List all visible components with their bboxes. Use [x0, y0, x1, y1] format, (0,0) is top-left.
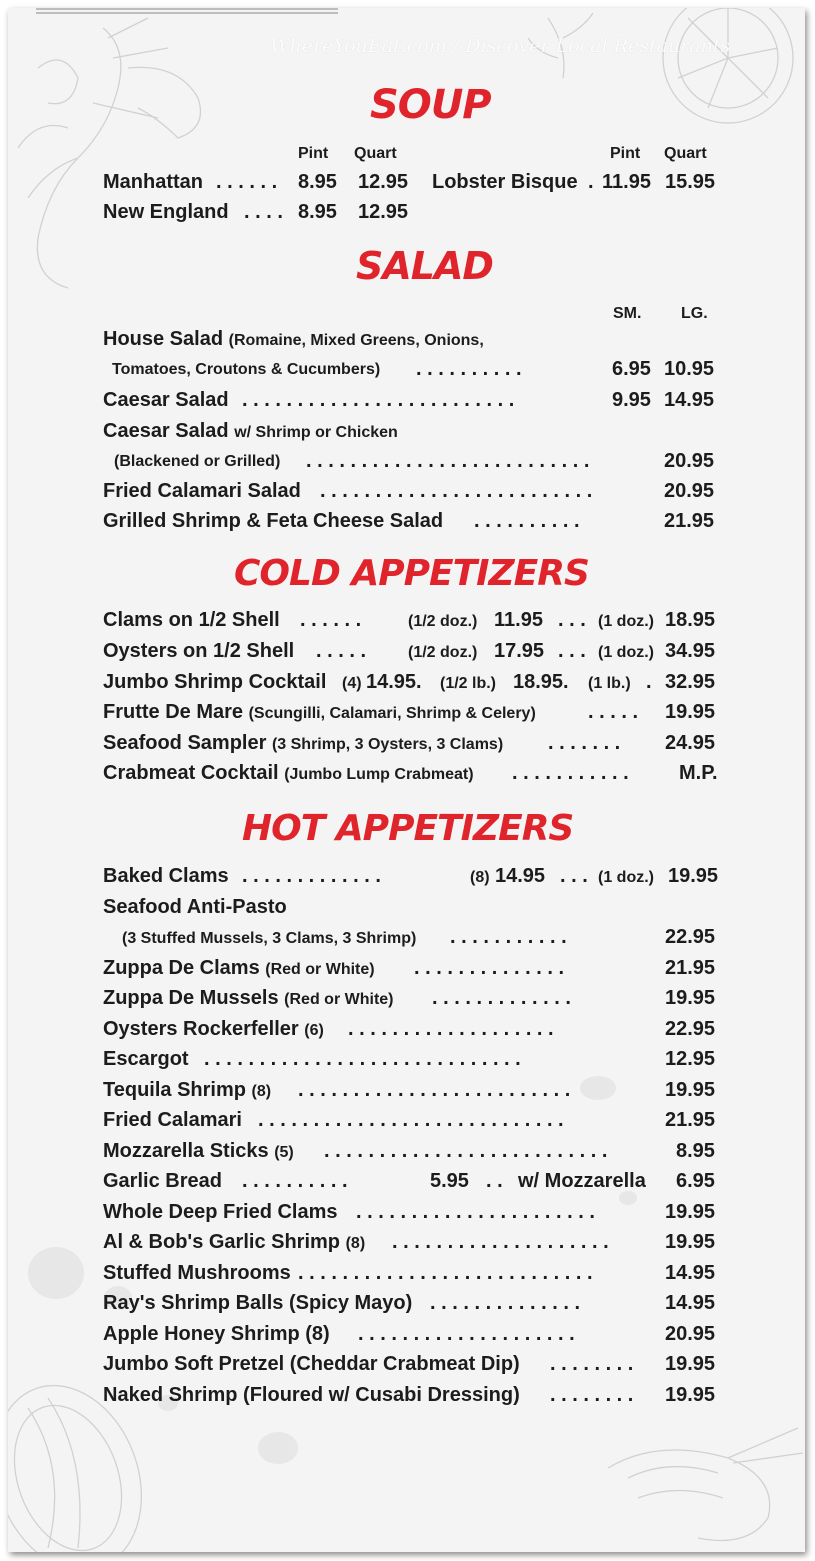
item-dots: . . . . . . . . . . . . . . . . . . . . . . . . . .: [306, 450, 590, 472]
item-dots: . . . . . . . . . . . . . . . . . . . .: [392, 1231, 609, 1253]
item-price-quart: 12.95: [358, 171, 409, 193]
item-dots: . . . . . . . . . . . . . . . . . . . . . . . . . . . .: [258, 1109, 564, 1131]
item-price: 18.95.: [513, 671, 569, 693]
item-price: 19.95: [665, 701, 716, 723]
item-dots: . . . . . . . . . .: [474, 510, 580, 532]
item-name: Seafood Sampler (3 Shrimp, 3 Oysters, 3 Clams): [103, 732, 504, 754]
item-name: Apple Honey Shrimp (8): [103, 1323, 330, 1345]
item-desc: Tomatoes, Croutons & Cucumbers): [112, 361, 381, 378]
heading-hot-appetizers: HOT APPETIZERS: [242, 808, 574, 849]
item-name: Oysters on 1/2 Shell: [103, 640, 295, 662]
item-name: New England: [103, 201, 229, 223]
item-qty: (1 lb.): [588, 675, 631, 692]
item-dots: . .: [486, 1170, 503, 1192]
item-dots: . . . . . . . . . . . . . . . . . . . . . .: [356, 1201, 595, 1223]
item-desc: (3 Stuffed Mussels, 3 Clams, 3 Shrimp): [122, 930, 417, 947]
item-price: 19.95: [668, 865, 719, 887]
item-price: 20.95: [664, 480, 715, 502]
top-rule: [36, 8, 338, 14]
item-price: 32.95: [665, 671, 716, 693]
soup-col-pint-2: Pint: [610, 145, 641, 162]
item-price-quart: 12.95: [358, 201, 409, 223]
item-name: Zuppa De Mussels (Red or White): [103, 987, 394, 1009]
item-name: Oysters Rockerfeller (6): [103, 1018, 324, 1040]
item-price: 19.95: [665, 1201, 716, 1223]
item-name: Jumbo Shrimp Cocktail: [103, 671, 327, 693]
soup-col-pint: Pint: [298, 145, 329, 162]
item-qty: (1/2 lb.): [440, 675, 497, 692]
item-dots: . . . . . . . . . . .: [450, 926, 567, 948]
item-price: 21.95: [665, 957, 716, 979]
item-dots: . . . . . . . . . . . . .: [242, 865, 381, 887]
item-qty: (1 doz.): [598, 869, 654, 886]
item-price-quart: 15.95: [665, 171, 716, 193]
watermark-text: WhereYouEat.com / Discover Local Restaurants: [270, 35, 731, 57]
item-price: 20.95: [664, 450, 715, 472]
item-dots: . . . . . . . . . . . . . . . . . . . . . . . . . . . . .: [204, 1048, 521, 1070]
item-label: w/ Mozzarella: [518, 1170, 646, 1192]
soup-col-quart-2: Quart: [664, 145, 707, 162]
item-price: 21.95: [664, 510, 715, 532]
item-price-lg: 10.95: [664, 358, 715, 380]
item-dots: . . . . . . . . . . . . . . . . . . . .: [358, 1323, 575, 1345]
item-price: 19.95: [665, 1353, 716, 1375]
item-price: 24.95: [665, 732, 716, 754]
item-name: Manhattan: [103, 171, 203, 193]
item-dots: . . . . . . . . . .: [242, 1170, 348, 1192]
item-name: Baked Clams: [103, 865, 229, 887]
item-name: Fried Calamari: [103, 1109, 242, 1131]
item-price: 14.95: [665, 1292, 716, 1314]
item-name: Fried Calamari Salad: [103, 480, 301, 502]
item-name: Zuppa De Clams (Red or White): [103, 957, 375, 979]
item-dots: . . .: [558, 640, 586, 662]
item-name: Stuffed Mushrooms: [103, 1262, 291, 1284]
item-dots: . . . . . . . . . . . . . . . . . . . . . . . . . .: [324, 1140, 608, 1162]
item-name: Clams on 1/2 Shell: [103, 609, 280, 631]
soup-col-quart: Quart: [354, 145, 397, 162]
item-price: 12.95: [665, 1048, 716, 1070]
item-price: 5.95: [430, 1170, 469, 1192]
item-price-pint: 8.95: [298, 201, 337, 223]
item-dots: . . .: [560, 865, 588, 887]
item-dots: . . . . . . .: [548, 732, 621, 754]
item-name: Crabmeat Cocktail (Jumbo Lump Crabmeat): [103, 762, 474, 784]
item-price: 20.95: [665, 1323, 716, 1345]
item-dots: . . . . . . . . . . . . . . . . . . . . . . . . .: [298, 1079, 571, 1101]
item-dots: . . . . . . . . . . . . . . . . . . . . . . . . .: [242, 389, 515, 411]
item-dots: .: [588, 171, 594, 193]
item-name: Tequila Shrimp (8): [103, 1079, 272, 1101]
item-price: 17.95: [494, 640, 545, 662]
item-dots: . . . . .: [316, 640, 367, 662]
item-price: 11.95: [494, 609, 543, 631]
item-price-sm: 9.95: [612, 389, 651, 411]
item-dots: . . . . .: [588, 701, 639, 723]
item-name: Frutte De Mare (Scungilli, Calamari, Shrimp & Celery): [103, 701, 536, 723]
item-dots: . . . . . . . . . . . . .: [432, 987, 571, 1009]
item-name: Caesar Salad: [103, 389, 229, 411]
item-price: 34.95: [665, 640, 716, 662]
salad-col-lg: LG.: [681, 305, 708, 322]
item-price-lg: 14.95: [664, 389, 715, 411]
item-price: 22.95: [665, 1018, 716, 1040]
item-qty: (4): [342, 675, 362, 692]
item-price-sm: 6.95: [612, 358, 651, 380]
item-dots: . . . . . . . . . . .: [512, 762, 629, 784]
item-price: 6.95: [676, 1170, 715, 1192]
item-name: Mozzarella Sticks (5): [103, 1140, 294, 1162]
item-dots: . . . . . .: [300, 609, 362, 631]
item-price: 8.95: [676, 1140, 715, 1162]
item-dots: . . . . . .: [216, 171, 278, 193]
heading-salad: SALAD: [356, 244, 493, 288]
salad-col-sm: SM.: [613, 305, 642, 322]
item-price: 14.95: [495, 865, 546, 887]
item-name: Garlic Bread: [103, 1170, 222, 1192]
item-name: Jumbo Soft Pretzel (Cheddar Crabmeat Dip): [103, 1353, 520, 1375]
item-dots: . . . . . . . . . . . . . .: [414, 957, 565, 979]
item-dots: . . . . . . . .: [550, 1353, 634, 1375]
item-dots: . . .: [558, 609, 586, 631]
item-price: 14.95.: [366, 671, 422, 693]
item-price: 19.95: [665, 1079, 716, 1101]
item-price: 19.95: [665, 987, 716, 1009]
item-dots: . . . . . . . . . . . . . . . . . . .: [348, 1018, 554, 1040]
item-price: 18.95: [665, 609, 716, 631]
item-dots: . . . . . . . . . . . . . . . . . . . . . . . . . . .: [298, 1262, 593, 1284]
item-price: M.P.: [679, 762, 718, 784]
item-price: 22.95: [665, 926, 716, 948]
item-dots: .: [646, 671, 652, 693]
item-price-pint: 11.95: [602, 171, 651, 193]
item-dots: . . . . . . . . . . . . . .: [430, 1292, 581, 1314]
item-name: Naked Shrimp (Floured w/ Cusabi Dressing): [103, 1384, 520, 1406]
item-price-pint: 8.95: [298, 171, 337, 193]
heading-cold-appetizers: COLD APPETIZERS: [234, 553, 589, 594]
item-dots: . . . . . . . . . .: [416, 358, 522, 380]
heading-soup: SOUP: [370, 82, 491, 128]
item-dots: . . . .: [244, 201, 283, 223]
item-price: 21.95: [665, 1109, 716, 1131]
item-name: Escargot: [103, 1048, 189, 1070]
item-name: Grilled Shrimp & Feta Cheese Salad: [103, 510, 444, 532]
item-qty: (1/2 doz.): [408, 644, 478, 661]
item-desc: (Blackened or Grilled): [114, 453, 281, 470]
item-price: 19.95: [665, 1231, 716, 1253]
item-name: Whole Deep Fried Clams: [103, 1201, 338, 1223]
item-name: Lobster Bisque: [432, 171, 578, 193]
item-name: Caesar Salad w/ Shrimp or Chicken: [103, 420, 398, 442]
item-qty: (1 doz.): [598, 644, 654, 661]
item-name: House Salad (Romaine, Mixed Greens, Onions,: [103, 328, 484, 350]
item-dots: . . . . . . . .: [550, 1384, 634, 1406]
item-price: 14.95: [665, 1262, 716, 1284]
item-name: Ray's Shrimp Balls (Spicy Mayo): [103, 1292, 413, 1314]
item-price: 19.95: [665, 1384, 716, 1406]
item-name: Al & Bob's Garlic Shrimp (8): [103, 1231, 366, 1253]
item-dots: . . . . . . . . . . . . . . . . . . . . . . . . .: [320, 480, 593, 502]
item-name: Seafood Anti-Pasto: [103, 896, 287, 918]
item-qty: (1 doz.): [598, 613, 654, 630]
menu-page: [8, 8, 805, 1552]
item-qty: (1/2 doz.): [408, 613, 478, 630]
item-qty: (8): [470, 869, 490, 886]
